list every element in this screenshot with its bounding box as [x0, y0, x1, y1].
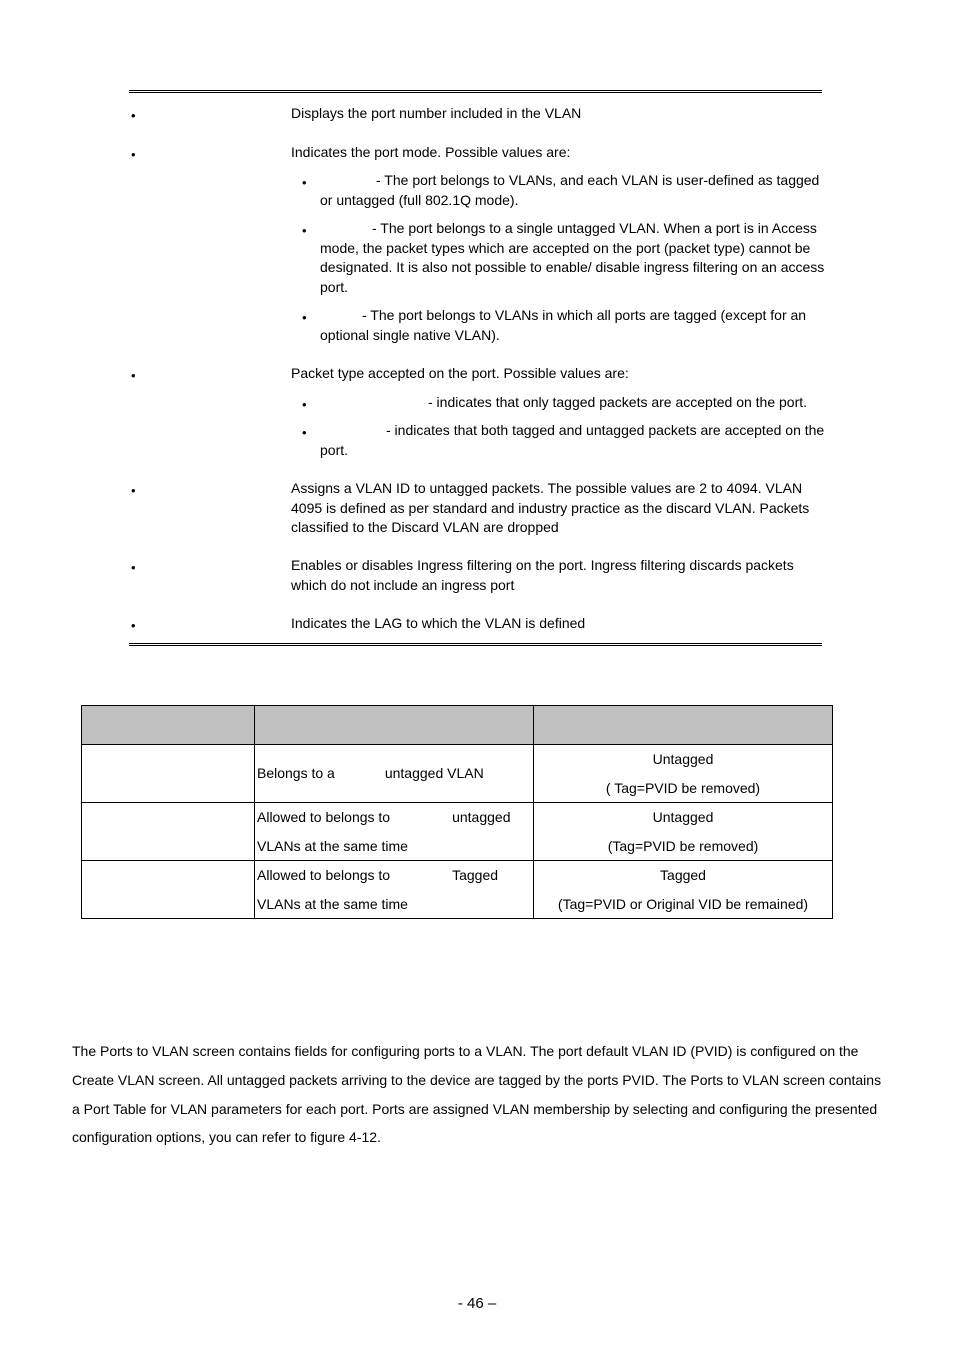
- table-header-row: [82, 706, 833, 745]
- table-row: [82, 803, 833, 861]
- table-top-rule: [129, 90, 822, 93]
- field-description: Assigns a VLAN ID to untagged packets. The possible values are 2 to 4094. VLAN 4095 is defined as per standard and industry practice as the discard VLAN. Packets classified to the Discard VLAN are dropped: [291, 480, 810, 535]
- mode-cell: [82, 861, 255, 919]
- egress-cell: Tagged (Tag=PVID or Original VID be remained): [534, 861, 833, 919]
- bullet-icon: •: [302, 175, 307, 190]
- table-row: [82, 745, 833, 803]
- sub-item-text: - The port belongs to VLANs in which all ports are tagged (except for an optional single native VLAN).: [320, 307, 807, 343]
- bullet-icon: •: [131, 147, 136, 162]
- sub-item-text: - indicates that only tagged packets are accepted on the port.: [428, 394, 808, 410]
- membership-cell: Allowed to belongs to untagged VLANs at the same time: [255, 803, 534, 861]
- field-description: Indicates the LAG to which the VLAN is defined: [291, 615, 586, 631]
- bullet-icon: •: [131, 560, 136, 575]
- bullet-icon: •: [131, 618, 136, 633]
- egress-cell: Untagged ( Tag=PVID be removed): [534, 745, 833, 803]
- bullet-icon: •: [302, 397, 307, 412]
- sub-item-text: - The port belongs to VLANs, and each VLAN is user-defined as tagged or untagged (full 802.1Q mode).: [320, 172, 820, 208]
- mode-cell: [82, 745, 255, 803]
- bullet-icon: •: [131, 108, 136, 123]
- field-description: Indicates the port mode. Possible values are:: [291, 144, 571, 160]
- field-description: Enables or disables Ingress filtering on the port. Ingress filtering discards packets which do not include an ingress port: [291, 557, 794, 593]
- bullet-icon: •: [302, 310, 307, 325]
- sub-item-text: - The port belongs to a single untagged VLAN. When a port is in Access mode, the packet types which are accepted on the port (packet type) cannot be designated. It is also not possible to enable/ disable ingress filtering on an access port.: [320, 220, 825, 295]
- mode-cell: [82, 803, 255, 861]
- bullet-icon: •: [302, 223, 307, 238]
- membership-cell: Allowed to belongs to Tagged VLANs at the same time: [255, 861, 534, 919]
- header-cell: [534, 706, 833, 745]
- header-cell: [255, 706, 534, 745]
- field-description: Displays the port number included in the VLAN: [291, 105, 582, 121]
- page-number: - 46 –: [457, 1295, 497, 1312]
- bullet-icon: •: [302, 425, 307, 440]
- vlan-mode-table: [81, 705, 833, 919]
- table-row: [82, 861, 833, 919]
- sub-item-text: - indicates that both tagged and untagged packets are accepted on the port.: [320, 422, 825, 458]
- body-paragraph: The Ports to VLAN screen contains fields for configuring ports to a VLAN. The port default VLAN ID (PVID) is configured on the Create VLAN screen. All untagged packets arriving to the device are tagged by the ports PVID. The Ports to VLAN screen contains a Port Table for VLAN parameters for each port. Ports are assigned VLAN membership by selecting and configuring the presented configuration options, you can refer to figure 4-12.: [72, 1043, 882, 1146]
- field-description: Packet type accepted on the port. Possible values are:: [291, 365, 629, 381]
- header-cell: [82, 706, 255, 745]
- membership-cell: Belongs to a untagged VLAN: [255, 745, 534, 803]
- bullet-icon: •: [131, 483, 136, 498]
- bullet-icon: •: [131, 368, 136, 383]
- egress-cell: Untagged (Tag=PVID be removed): [534, 803, 833, 861]
- table-bottom-rule: [129, 643, 822, 646]
